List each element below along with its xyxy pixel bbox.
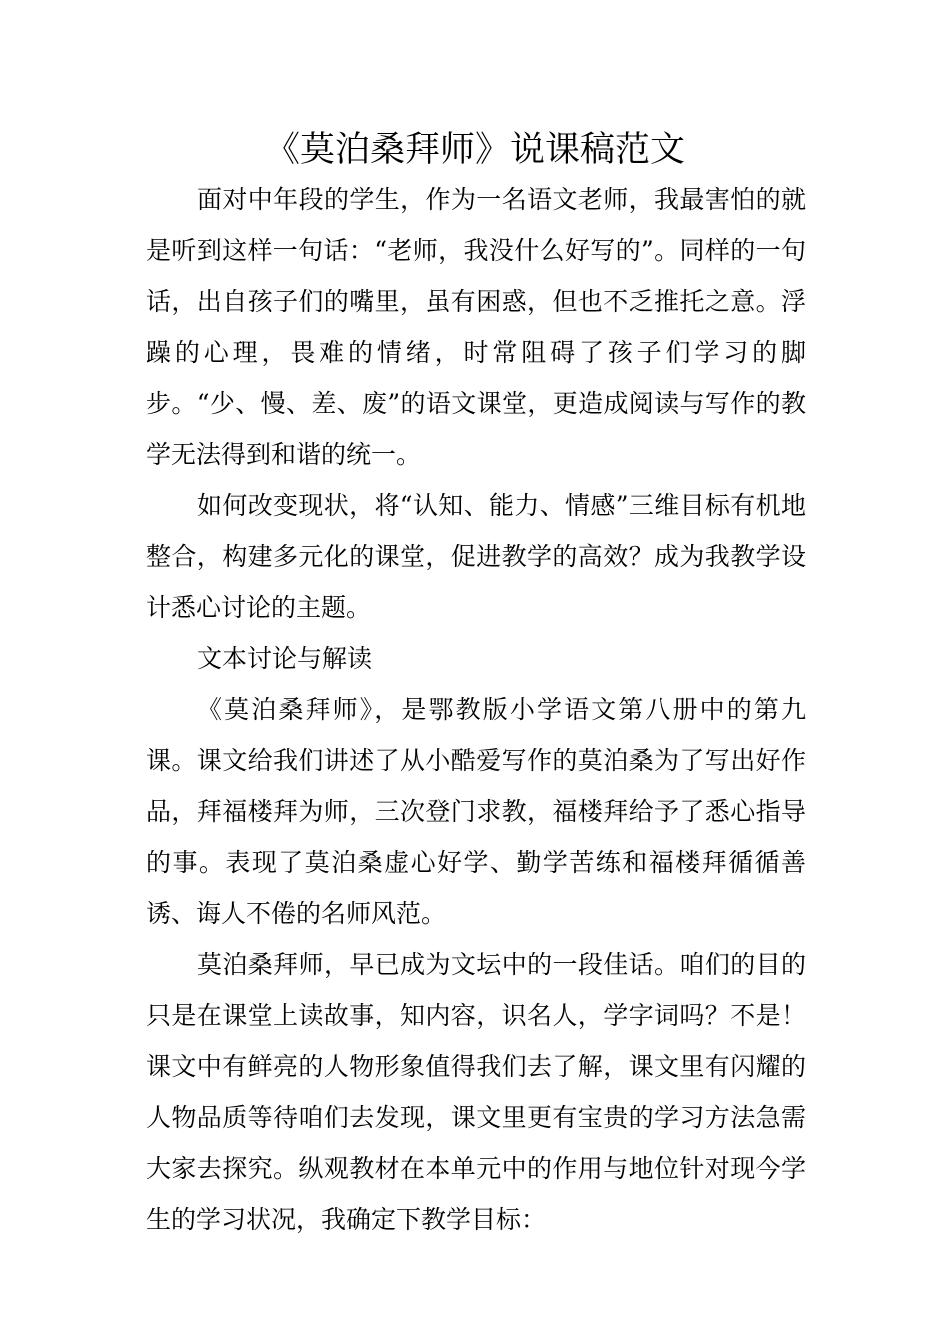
paragraph-text-intro: 《莫泊桑拜师》，是鄂教版小学语文第八册中的第九课。课文给我们讲述了从小酷爱写作的莫泊桑为了写出好作品，拜福楼拜为师，三次登门求教，福楼拜给予了悉心指导的事。表现了莫泊桑虚心好学、勤学苦练和福楼拜循循善诱、诲人不倦的名师风范。: [146, 695, 806, 928]
document-body: [146, 174, 806, 1245]
document-title: 《莫泊桑拜师》说课稿范文: [264, 130, 685, 170]
paragraph-question: 如何改变现状，将“认知、能力、情感”三维目标有机地整合，构建多元化的课堂，促进教学的高效？成为我教学设计悉心讨论的主题。: [146, 491, 806, 622]
section-heading: 文本讨论与解读: [197, 644, 373, 673]
paragraph-intro: 面对中年段的学生，作为一名语文老师，我最害怕的就是听到这样一句话：“老师，我没什么好写的”。同样的一句话，出自孩子们的嘴里，虽有困惑，但也不乏推托之意。浮躁的心理，畏难的情绪，时常阻碍了孩子们学习的脚步。“少、慢、差、废”的语文课堂，更造成阅读与写作的教学无法得到和谐的统一。: [146, 185, 806, 469]
paragraph-goals: 莫泊桑拜师，早已成为文坛中的一段佳话。咱们的目的只是在课堂上读故事，知内容，识名人，学字词吗？不是！课文中有鲜亮的人物形象值得我们去了解，课文里有闪耀的人物品质等待咱们去发现，课文里更有宝贵的学习方法急需大家去探究。纵观教材在本单元中的作用与地位针对现今学生的学习状况，我确定下教学目标：: [146, 950, 806, 1234]
